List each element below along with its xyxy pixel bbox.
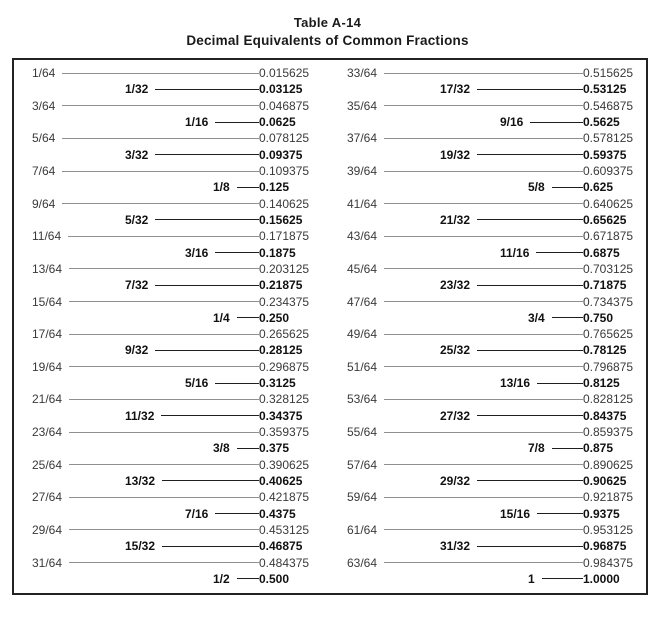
table-row — [347, 310, 644, 326]
table-row — [32, 261, 324, 277]
decimal-value: 1.0000 — [583, 571, 620, 586]
decimal-value: 0.375 — [259, 441, 290, 456]
connector-line — [530, 122, 583, 123]
decimal-value: 0.515625 — [583, 66, 634, 81]
table-row — [347, 424, 644, 440]
decimal-value: 0.750 — [583, 310, 614, 325]
decimal-value: 0.578125 — [583, 131, 634, 146]
connector-line — [237, 578, 259, 579]
connector-line — [62, 105, 259, 106]
decimal-value: 0.640625 — [583, 196, 634, 211]
table-row — [347, 130, 644, 146]
table-row — [32, 457, 324, 473]
fraction-label: 5/8 — [528, 180, 545, 195]
decimal-value: 0.234375 — [259, 294, 310, 309]
table-row — [32, 554, 324, 570]
table-row — [347, 440, 644, 456]
decimal-value: 0.390625 — [259, 457, 310, 472]
decimal-value: 0.671875 — [583, 229, 634, 244]
table-row — [32, 196, 324, 212]
fraction-label: 1/16 — [185, 115, 209, 130]
decimal-value: 0.984375 — [583, 555, 634, 570]
connector-line — [477, 415, 583, 416]
table-row — [347, 522, 644, 538]
table-row — [347, 98, 644, 114]
table-row — [32, 81, 324, 97]
connector-line — [69, 464, 259, 465]
decimal-value: 0.3125 — [259, 376, 296, 391]
fraction-label: 25/64 — [32, 457, 63, 472]
table-row — [32, 98, 324, 114]
connector-line — [384, 203, 583, 204]
fraction-label: 1 — [528, 571, 535, 586]
connector-line — [68, 236, 259, 237]
decimal-value: 0.796875 — [583, 359, 634, 374]
fraction-label: 1/64 — [32, 66, 56, 81]
connector-line — [237, 317, 259, 318]
connector-line — [384, 562, 583, 563]
decimal-value: 0.734375 — [583, 294, 634, 309]
decimal-value: 0.765625 — [583, 327, 634, 342]
decimal-value: 0.15625 — [259, 212, 303, 227]
connector-line — [162, 546, 259, 547]
decimal-value: 0.046875 — [259, 98, 310, 113]
table-row — [347, 196, 644, 212]
table-row — [347, 473, 644, 489]
fraction-label: 13/64 — [32, 261, 63, 276]
table-row — [32, 571, 324, 587]
fraction-label: 3/8 — [213, 441, 230, 456]
connector-line — [155, 154, 259, 155]
fraction-label: 27/64 — [32, 490, 63, 505]
decimal-value: 0.328125 — [259, 392, 310, 407]
table-row — [347, 163, 644, 179]
fraction-label: 45/64 — [347, 261, 378, 276]
decimal-value: 0.500 — [259, 571, 290, 586]
connector-line — [155, 219, 259, 220]
table-row — [32, 440, 324, 456]
table-row — [347, 228, 644, 244]
decimal-value: 0.078125 — [259, 131, 310, 146]
fraction-label: 31/32 — [440, 539, 471, 554]
connector-line — [477, 154, 583, 155]
connector-line — [552, 448, 583, 449]
fraction-label: 33/64 — [347, 66, 378, 81]
connector-line — [552, 187, 583, 188]
fraction-label: 7/64 — [32, 164, 56, 179]
fraction-label: 5/64 — [32, 131, 56, 146]
connector-line — [69, 562, 259, 563]
fraction-label: 35/64 — [347, 98, 378, 113]
table-column-left — [32, 65, 324, 587]
table-row — [347, 489, 644, 505]
connector-line — [477, 89, 583, 90]
fraction-label: 61/64 — [347, 522, 378, 537]
table-row — [32, 179, 324, 195]
table-row — [32, 538, 324, 554]
connector-line — [384, 138, 583, 139]
decimal-value: 0.609375 — [583, 164, 634, 179]
decimal-value: 0.703125 — [583, 261, 634, 276]
table-row — [32, 359, 324, 375]
fraction-label: 39/64 — [347, 164, 378, 179]
decimal-value: 0.015625 — [259, 66, 310, 81]
decimal-value: 0.875 — [583, 441, 614, 456]
decimal-value: 0.890625 — [583, 457, 634, 472]
table-row — [32, 424, 324, 440]
decimal-value: 0.34375 — [259, 408, 303, 423]
fraction-label: 7/16 — [185, 506, 209, 521]
table-row — [32, 130, 324, 146]
connector-line — [62, 171, 259, 172]
decimal-value: 0.8125 — [583, 376, 620, 391]
decimal-value: 0.9375 — [583, 506, 620, 521]
fraction-label: 31/64 — [32, 555, 63, 570]
table-row — [32, 489, 324, 505]
table-row — [32, 342, 324, 358]
connector-line — [161, 415, 259, 416]
decimal-value: 0.46875 — [259, 539, 303, 554]
connector-line — [384, 464, 583, 465]
fraction-label: 15/32 — [125, 539, 156, 554]
table-row — [32, 212, 324, 228]
decimal-value: 0.65625 — [583, 212, 627, 227]
fraction-label: 1/32 — [125, 82, 149, 97]
table-caption: Decimal Equivalents of Common Fractions — [186, 33, 469, 48]
connector-line — [69, 529, 259, 530]
decimal-value: 0.6875 — [583, 245, 620, 260]
decimal-value: 0.21875 — [259, 278, 303, 293]
connector-line — [536, 252, 583, 253]
decimal-value: 0.90625 — [583, 473, 627, 488]
connector-line — [477, 480, 583, 481]
fraction-label: 53/64 — [347, 392, 378, 407]
decimal-value: 0.859375 — [583, 425, 634, 440]
decimal-value: 0.828125 — [583, 392, 634, 407]
fraction-label: 3/32 — [125, 147, 149, 162]
decimal-value: 0.484375 — [259, 555, 310, 570]
connector-line — [69, 497, 259, 498]
decimal-value: 0.921875 — [583, 490, 634, 505]
fraction-label: 3/64 — [32, 98, 56, 113]
decimal-value: 0.1875 — [259, 245, 296, 260]
fraction-label: 25/32 — [440, 343, 471, 358]
connector-line — [384, 334, 583, 335]
fraction-label: 17/64 — [32, 327, 63, 342]
table-row — [347, 342, 644, 358]
connector-line — [237, 187, 259, 188]
table-row — [347, 179, 644, 195]
table-row — [32, 310, 324, 326]
connector-line — [155, 285, 259, 286]
fraction-label: 7/32 — [125, 278, 149, 293]
connector-line — [215, 252, 259, 253]
table-row — [347, 571, 644, 587]
fraction-label: 59/64 — [347, 490, 378, 505]
table-row — [347, 277, 644, 293]
decimal-value: 0.71875 — [583, 278, 627, 293]
table-row — [347, 212, 644, 228]
connector-line — [62, 73, 259, 74]
table-row — [32, 114, 324, 130]
fraction-label: 15/64 — [32, 294, 63, 309]
decimal-value: 0.4375 — [259, 506, 296, 521]
connector-line — [69, 432, 259, 433]
decimal-value: 0.250 — [259, 310, 290, 325]
fraction-label: 9/64 — [32, 196, 56, 211]
connector-line — [215, 122, 259, 123]
connector-line — [542, 578, 583, 579]
connector-line — [384, 432, 583, 433]
table-row — [32, 505, 324, 521]
connector-line — [384, 366, 583, 367]
table-row — [32, 147, 324, 163]
table-row — [347, 457, 644, 473]
fraction-label: 29/64 — [32, 522, 63, 537]
fraction-label: 15/16 — [500, 506, 531, 521]
connector-line — [384, 105, 583, 106]
fraction-label: 55/64 — [347, 425, 378, 440]
table-row — [32, 408, 324, 424]
connector-line — [69, 366, 259, 367]
table-row — [32, 391, 324, 407]
connector-line — [69, 399, 259, 400]
decimal-value: 0.296875 — [259, 359, 310, 374]
fractions-table — [12, 58, 648, 595]
decimal-value: 0.09375 — [259, 147, 303, 162]
fraction-label: 3/4 — [528, 310, 545, 325]
connector-line — [155, 89, 259, 90]
decimal-value: 0.265625 — [259, 327, 310, 342]
connector-line — [384, 236, 583, 237]
connector-line — [62, 138, 259, 139]
decimal-value: 0.96875 — [583, 539, 627, 554]
decimal-value: 0.140625 — [259, 196, 310, 211]
fraction-label: 21/64 — [32, 392, 63, 407]
fraction-label: 17/32 — [440, 82, 471, 97]
fraction-label: 21/32 — [440, 212, 471, 227]
decimal-value: 0.125 — [259, 180, 290, 195]
decimal-value: 0.421875 — [259, 490, 310, 505]
fraction-label: 5/32 — [125, 212, 149, 227]
decimal-value: 0.53125 — [583, 82, 627, 97]
connector-line — [477, 285, 583, 286]
connector-line — [537, 513, 583, 514]
fraction-label: 13/16 — [500, 376, 531, 391]
decimal-value: 0.453125 — [259, 522, 310, 537]
fraction-label: 23/32 — [440, 278, 471, 293]
connector-line — [384, 497, 583, 498]
fraction-label: 41/64 — [347, 196, 378, 211]
fraction-label: 5/16 — [185, 376, 209, 391]
connector-line — [69, 268, 259, 269]
table-number-title: Table A-14 — [293, 15, 362, 30]
table-row — [32, 326, 324, 342]
fraction-label: 1/2 — [213, 571, 230, 586]
connector-line — [155, 350, 259, 351]
table-row — [32, 277, 324, 293]
fraction-label: 1/8 — [213, 180, 230, 195]
connector-line — [69, 301, 259, 302]
connector-line — [162, 480, 259, 481]
fraction-label: 11/16 — [500, 245, 530, 260]
fraction-label: 11/32 — [125, 408, 155, 423]
fraction-label: 19/32 — [440, 147, 471, 162]
connector-line — [69, 334, 259, 335]
connector-line — [237, 448, 259, 449]
table-row — [32, 244, 324, 260]
fraction-label: 3/16 — [185, 245, 209, 260]
fraction-label: 1/4 — [213, 310, 230, 325]
fraction-label: 11/64 — [32, 229, 62, 244]
fraction-label: 19/64 — [32, 359, 63, 374]
table-row — [347, 359, 644, 375]
fraction-label: 37/64 — [347, 131, 378, 146]
connector-line — [477, 350, 583, 351]
table-column-right — [347, 65, 644, 587]
connector-line — [477, 219, 583, 220]
fraction-label: 49/64 — [347, 327, 378, 342]
table-row — [347, 147, 644, 163]
table-row — [347, 505, 644, 521]
decimal-value: 0.0625 — [259, 115, 296, 130]
decimal-value: 0.203125 — [259, 261, 310, 276]
decimal-value: 0.40625 — [259, 473, 303, 488]
table-row — [32, 228, 324, 244]
table-row — [347, 65, 644, 81]
fraction-label: 27/32 — [440, 408, 471, 423]
decimal-value: 0.5625 — [583, 115, 620, 130]
table-row — [347, 293, 644, 309]
table-row — [32, 163, 324, 179]
connector-line — [384, 73, 583, 74]
table-row — [347, 554, 644, 570]
decimal-value: 0.359375 — [259, 425, 310, 440]
table-row — [347, 114, 644, 130]
connector-line — [552, 317, 583, 318]
connector-line — [215, 383, 259, 384]
table-row — [347, 538, 644, 554]
table-row — [347, 391, 644, 407]
decimal-value: 0.171875 — [259, 229, 310, 244]
decimal-value: 0.625 — [583, 180, 614, 195]
connector-line — [384, 529, 583, 530]
fraction-label: 43/64 — [347, 229, 378, 244]
connector-line — [384, 268, 583, 269]
table-row — [32, 375, 324, 391]
fraction-label: 63/64 — [347, 555, 378, 570]
fraction-label: 51/64 — [347, 359, 378, 374]
table-row — [32, 522, 324, 538]
table-title-block — [0, 0, 655, 48]
fraction-label: 9/16 — [500, 115, 524, 130]
connector-line — [384, 301, 583, 302]
fraction-label: 9/32 — [125, 343, 149, 358]
table-row — [32, 293, 324, 309]
connector-line — [62, 203, 259, 204]
table-row — [347, 81, 644, 97]
table-row — [347, 261, 644, 277]
decimal-value: 0.84375 — [583, 408, 627, 423]
fraction-label: 23/64 — [32, 425, 63, 440]
connector-line — [215, 513, 259, 514]
table-row — [347, 244, 644, 260]
connector-line — [477, 546, 583, 547]
decimal-value: 0.03125 — [259, 82, 303, 97]
fraction-label: 57/64 — [347, 457, 378, 472]
decimal-value: 0.109375 — [259, 164, 310, 179]
fraction-label: 47/64 — [347, 294, 378, 309]
table-row — [32, 65, 324, 81]
connector-line — [537, 383, 583, 384]
fraction-label: 7/8 — [528, 441, 545, 456]
fraction-label: 13/32 — [125, 473, 156, 488]
decimal-value: 0.546875 — [583, 98, 634, 113]
decimal-value: 0.28125 — [259, 343, 303, 358]
fraction-label: 29/32 — [440, 473, 471, 488]
decimal-value: 0.78125 — [583, 343, 627, 358]
table-row — [32, 473, 324, 489]
table-row — [347, 408, 644, 424]
decimal-value: 0.953125 — [583, 522, 634, 537]
table-row — [347, 326, 644, 342]
decimal-value: 0.59375 — [583, 147, 627, 162]
table-row — [347, 375, 644, 391]
connector-line — [384, 399, 583, 400]
connector-line — [384, 171, 583, 172]
